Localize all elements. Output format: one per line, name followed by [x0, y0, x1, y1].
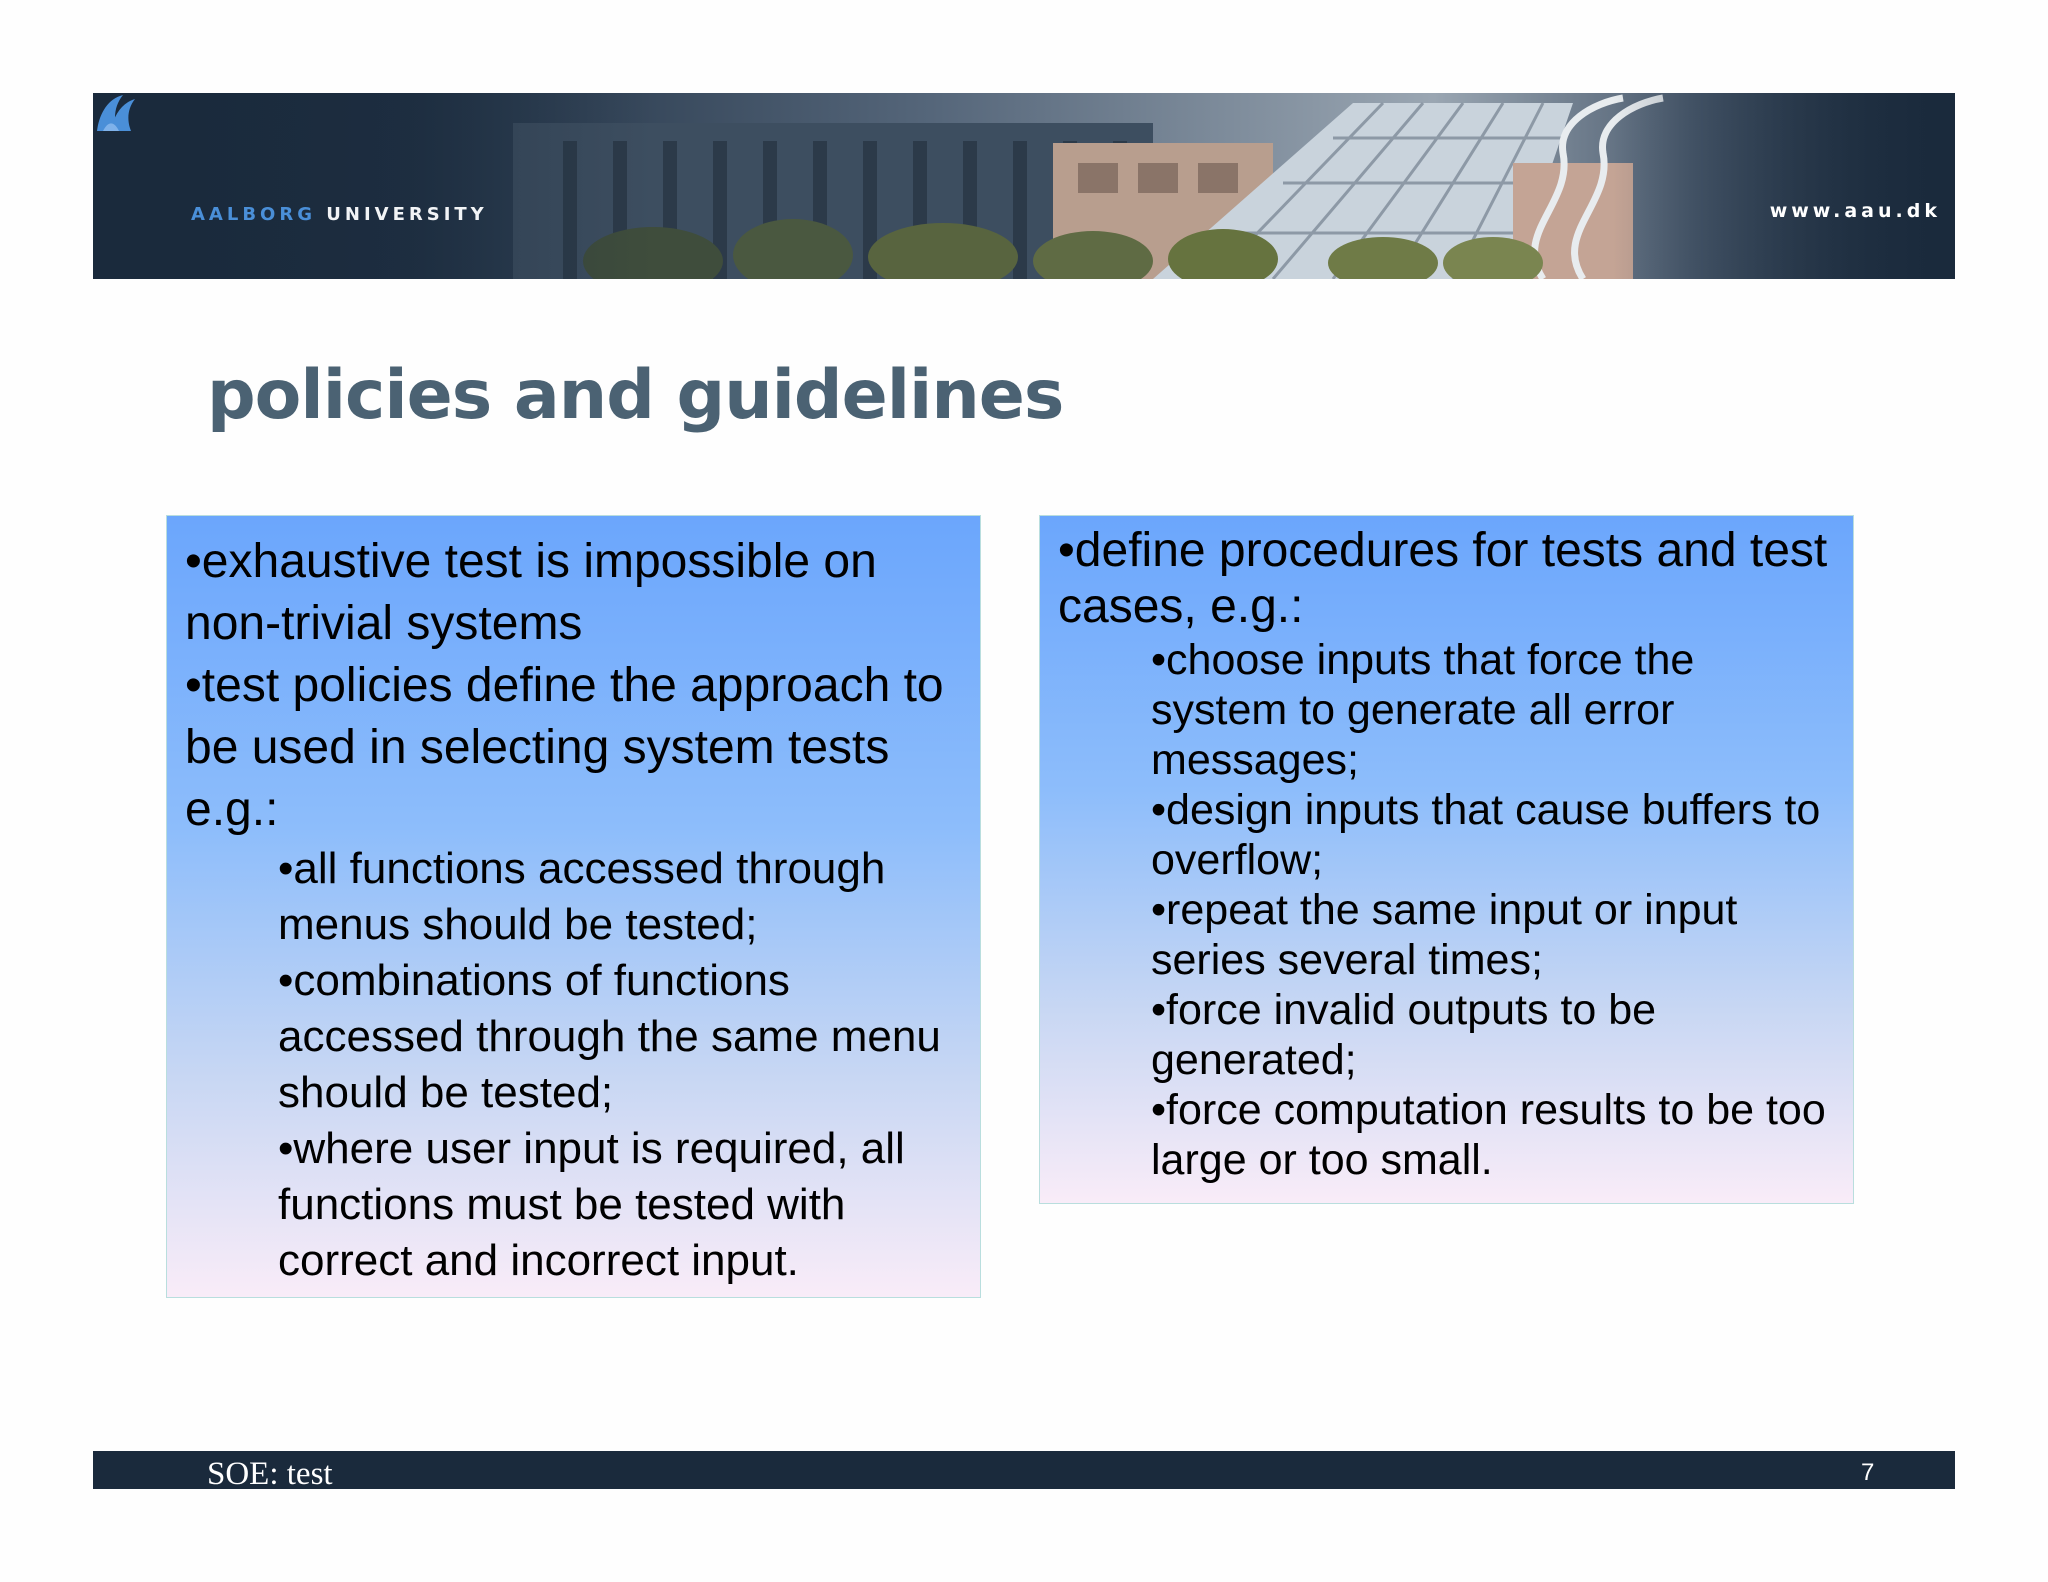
header-banner — [93, 93, 1955, 279]
slide-title: policies and guidelines — [207, 356, 1064, 435]
brand-aalborg: AALBORG — [191, 204, 316, 225]
left-sub-bullet: •where user input is required, all functions must be tested with correct and incorrect input. — [278, 1124, 905, 1285]
left-bullet: •test policies define the approach to be used in selecting system tests e.g.: — [185, 659, 944, 836]
brand-university: UNIVERSITY — [326, 204, 488, 225]
test-procedures-box — [1039, 515, 1854, 1204]
campus-building-photo — [93, 93, 1955, 279]
right-sub-bullet: •force invalid outputs to be generated; — [1151, 986, 1657, 1084]
left-sub-bullet: •all functions accessed through menus should be tested; — [278, 844, 886, 949]
right-sub-bullet: •design inputs that cause buffers to overflow; — [1151, 786, 1821, 884]
site-url: www.aau.dk — [1769, 200, 1941, 222]
footer-label: SOE: test — [207, 1456, 333, 1492]
footer-bar — [93, 1451, 1955, 1492]
left-sub-bullet: •combinations of functions accessed through the same menu should be tested; — [278, 956, 941, 1117]
test-policies-box — [166, 515, 981, 1298]
university-brand — [191, 204, 488, 225]
right-sub-bullet: •force computation results to be too large or too small. — [1151, 1086, 1826, 1184]
right-sub-bullet: •choose inputs that force the system to generate all error messages; — [1151, 636, 1695, 784]
page-number: 7 — [1861, 1459, 1875, 1486]
right-bullet: •define procedures for tests and test cases, e.g.: — [1058, 524, 1828, 633]
aau-logo-icon — [93, 93, 141, 133]
left-bullet: •exhaustive test is impossible on non-trivial systems — [185, 535, 877, 650]
right-sub-bullet: •repeat the same input or input series several times; — [1151, 886, 1738, 984]
